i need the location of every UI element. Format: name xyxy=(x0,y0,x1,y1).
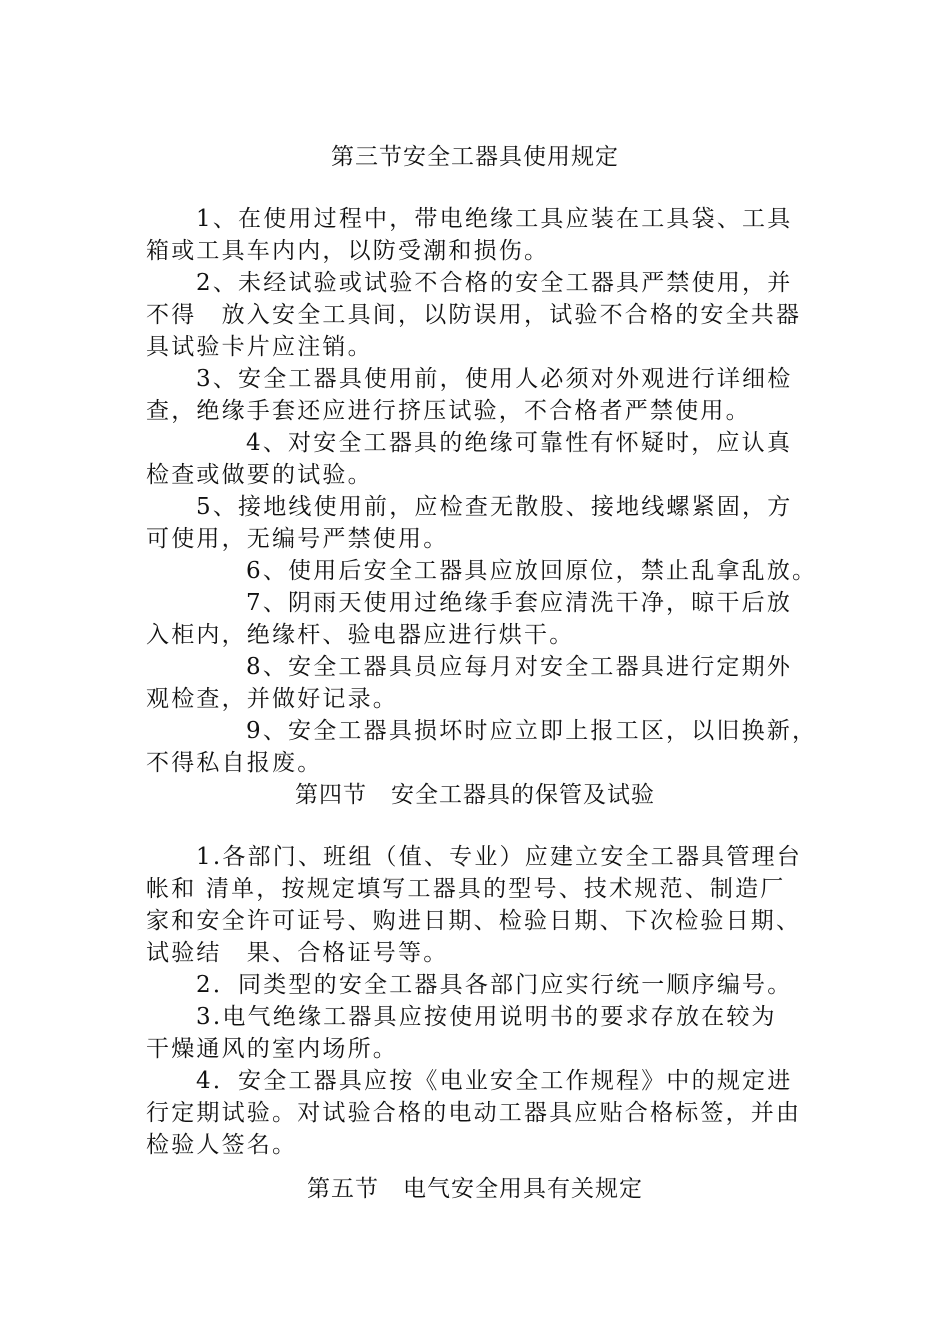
section-4-line: 4．安全工器具应按《电业安全工作规程》中的规定进 xyxy=(196,1068,793,1094)
section-4-line: 3.电气绝缘工器具应按使用说明书的要求存放在较为 xyxy=(196,1004,777,1030)
section-4-line: 行定期试验。对试验合格的电动工器具应贴合格标签，并由 xyxy=(146,1100,802,1126)
section-3-line: 查，绝缘手套还应进行挤压试验，不合格者严禁使用。 xyxy=(146,398,751,424)
section-3-line: 箱或工具车内内，以防受潮和损伤。 xyxy=(146,238,550,264)
section-4-line: 1.各部门、班组（值、专业）应建立安全工器具管理台 xyxy=(196,844,802,870)
section-4-line: 干燥通风的室内场所。 xyxy=(146,1036,398,1062)
section-3-line: 具试验卡片应注销。 xyxy=(146,334,373,360)
section-3-line: 1、在使用过程中，带电绝缘工具应装在工具袋、工具 xyxy=(196,206,793,232)
section-3-line: 可使用，无编号严禁使用。 xyxy=(146,526,449,552)
section-3-line: 7、阴雨天使用过绝缘手套应清洗干净，晾干后放 xyxy=(246,590,793,616)
section-3-line: 2、未经试验或试验不合格的安全工器具严禁使用，并 xyxy=(196,270,793,296)
section-4-line: 帐和 清单，按规定填写工器具的型号、技术规范、制造厂 xyxy=(146,876,786,902)
section-3-line: 4、对安全工器具的绝缘可靠性有怀疑时，应认真 xyxy=(246,430,793,456)
section-3-line: 不得私自报废。 xyxy=(146,750,323,776)
section-3-line: 5、接地线使用前，应检查无散股、接地线螺紧固，方 xyxy=(196,494,793,520)
section-3-heading: 第三节安全工器具使用规定 xyxy=(331,144,619,170)
section-3-line: 6、使用后安全工器具应放回原位，禁止乱拿乱放。 xyxy=(246,558,818,584)
section-4-line: 家和安全许可证号、购进日期、检验日期、下次检验日期、 xyxy=(146,908,802,934)
section-4-heading: 第四节 安全工器具的保管及试验 xyxy=(295,782,655,808)
section-3-line: 检查或做要的试验。 xyxy=(146,462,373,488)
section-4-line: 2．同类型的安全工器具各部门应实行统一顺序编号。 xyxy=(196,972,793,998)
section-3-line: 3、安全工器具使用前，使用人必须对外观进行详细检 xyxy=(196,366,793,392)
section-3-line: 不得 放入安全工具间，以防误用，试验不合格的安全共器 xyxy=(146,302,802,328)
section-5-heading: 第五节 电气安全用具有关规定 xyxy=(307,1176,643,1202)
section-3-line: 入柜内，绝缘杆、验电器应进行烘干。 xyxy=(146,622,575,648)
section-3-line: 观检查，并做好记录。 xyxy=(146,686,398,712)
section-4-line: 试验结 果、合格证号等。 xyxy=(146,940,449,966)
section-3-line: 8、安全工器具员应每月对安全工器具进行定期外 xyxy=(246,654,793,680)
section-4-line: 检验人签名。 xyxy=(146,1132,298,1158)
section-3-line: 9、安全工器具损坏时应立即上报工区，以旧换新， xyxy=(246,718,818,744)
